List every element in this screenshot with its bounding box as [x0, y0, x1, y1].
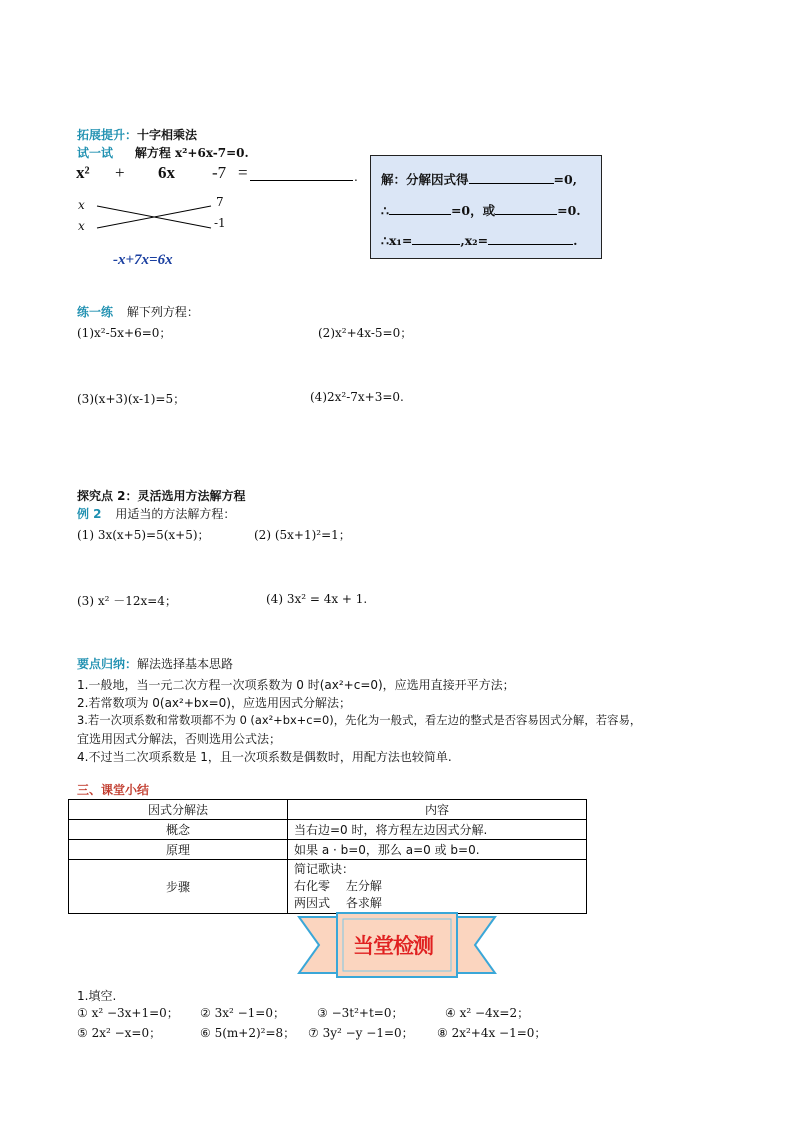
example-item-4: (4) 3x² = 4x + 1.: [266, 592, 368, 606]
practice-item-1: (1)x²-5x+6=0；: [77, 326, 172, 340]
test-banner-text: 当堂检测: [353, 934, 433, 958]
expand-heading: 拓展提升：十字相乘法: [77, 128, 198, 142]
table-row: [69, 840, 587, 860]
cross-right-top: 7: [216, 195, 224, 209]
solution-line-2: ∴ =0，或 =0.: [381, 203, 581, 218]
test-item-2: ② 3x² −1=0；: [200, 1006, 285, 1020]
class-summary-heading: 三、课堂小结: [77, 783, 150, 797]
example-item-2: (2) (5x+1)²=1；: [254, 528, 351, 542]
test-item-8: ⑧ 2x²+4x −1=0；: [437, 1026, 547, 1040]
solution-line-3: ∴x₁= ,x₂= .: [381, 233, 578, 248]
root-1-blank[interactable]: [412, 232, 460, 245]
table-header: 内容: [288, 800, 587, 820]
explore-heading: 探究点 2：灵活选用方法解方程: [77, 489, 246, 503]
summary-point-3-cont: 宜选用因式分解法，否则选用公式法；: [77, 732, 282, 746]
class-summary-table: [68, 799, 587, 914]
try-line: 试一试 解方程 x²+6x-7=0.: [77, 146, 249, 160]
cross-answer-blank: [250, 168, 353, 181]
practice-item-2: (2)x²+4x-5=0；: [318, 326, 413, 340]
table-cell-content: 当右边=0 时，将方程左边因式分解.: [288, 820, 587, 840]
factor-1-blank[interactable]: [389, 202, 451, 215]
practice-heading: 练一练 解下列方程：: [77, 305, 199, 319]
cross-result: -x+7x=6x: [113, 252, 173, 268]
practice-item-3: (3)(x+3)(x-1)=5；: [77, 392, 186, 406]
cross-period: .: [354, 170, 358, 184]
summary-point-4: 4.不过当二次项系数是 1，且一次项系数是偶数时，用配方法也较简单.: [77, 750, 452, 764]
test-item-7: ⑦ 3y² −y −1=0；: [308, 1026, 414, 1040]
table-cell-content: 如果 a · b=0，那么 a=0 或 b=0.: [288, 840, 587, 860]
cross-left-top: x: [78, 198, 85, 212]
table-header: 因式分解法: [69, 800, 288, 820]
table-row: [69, 860, 587, 914]
summary-point-1: 1.一般地，当一元二次方程一次项系数为 0 时(ax²+c=0)，应选用直接开平方法；: [77, 678, 515, 692]
test-item-5: ⑤ 2x² −x=0；: [77, 1026, 162, 1040]
test-intro: 1.填空.: [77, 989, 117, 1003]
cross-right-bottom: -1: [214, 216, 226, 230]
summary-point-2: 2.若常数项为 0(ax²+bx=0)，应选用因式分解法；: [77, 696, 351, 710]
example-item-1: (1) 3x(x+5)=5(x+5)；: [77, 528, 210, 542]
test-item-6: ⑥ 5(m+2)²=8；: [200, 1026, 296, 1040]
cross-term-5: =: [238, 163, 248, 182]
table-cell-name: 步骤: [69, 860, 288, 914]
summary-point-3: 3.若一次项系数和常数项都不为 0 (ax²+bx+c=0)，先化为一般式，看左边的整式是否容易因式分解，若容易，: [77, 713, 642, 727]
summary-points-heading: 要点归纳：解法选择基本思路: [77, 657, 234, 671]
cross-term-4: -7: [212, 163, 227, 182]
test-item-1: ① x² −3x+1=0；: [77, 1006, 179, 1020]
factor-blank[interactable]: [469, 171, 554, 184]
table-cell-name: 概念: [69, 820, 288, 840]
test-item-3: ③ −3t²+t=0；: [317, 1006, 404, 1020]
table-row: [69, 820, 587, 840]
table-header-row: [69, 800, 587, 820]
cross-term-3: 6x: [158, 163, 175, 182]
practice-item-4: (4)2x²-7x+3=0.: [310, 390, 404, 404]
example-line: 例 2 用适当的方法解方程：: [77, 507, 236, 521]
solution-line-1: 解：分解因式得 =0,: [381, 172, 578, 187]
example-item-3: (3) x² －12x=4；: [77, 594, 177, 608]
cross-term-2: +: [115, 163, 125, 182]
root-2-blank[interactable]: [488, 232, 573, 245]
cross-term-1: x²: [76, 163, 90, 182]
table-cell-content: 简记歌诀： 右化零 左分解 两因式 各求解: [288, 860, 587, 914]
test-item-4: ④ x² −4x=2；: [445, 1006, 530, 1020]
cross-lines: [95, 200, 215, 232]
cross-left-bottom: x: [78, 219, 85, 233]
solution-box: [370, 155, 602, 259]
table-cell-name: 原理: [69, 840, 288, 860]
factor-2-blank[interactable]: [495, 202, 557, 215]
